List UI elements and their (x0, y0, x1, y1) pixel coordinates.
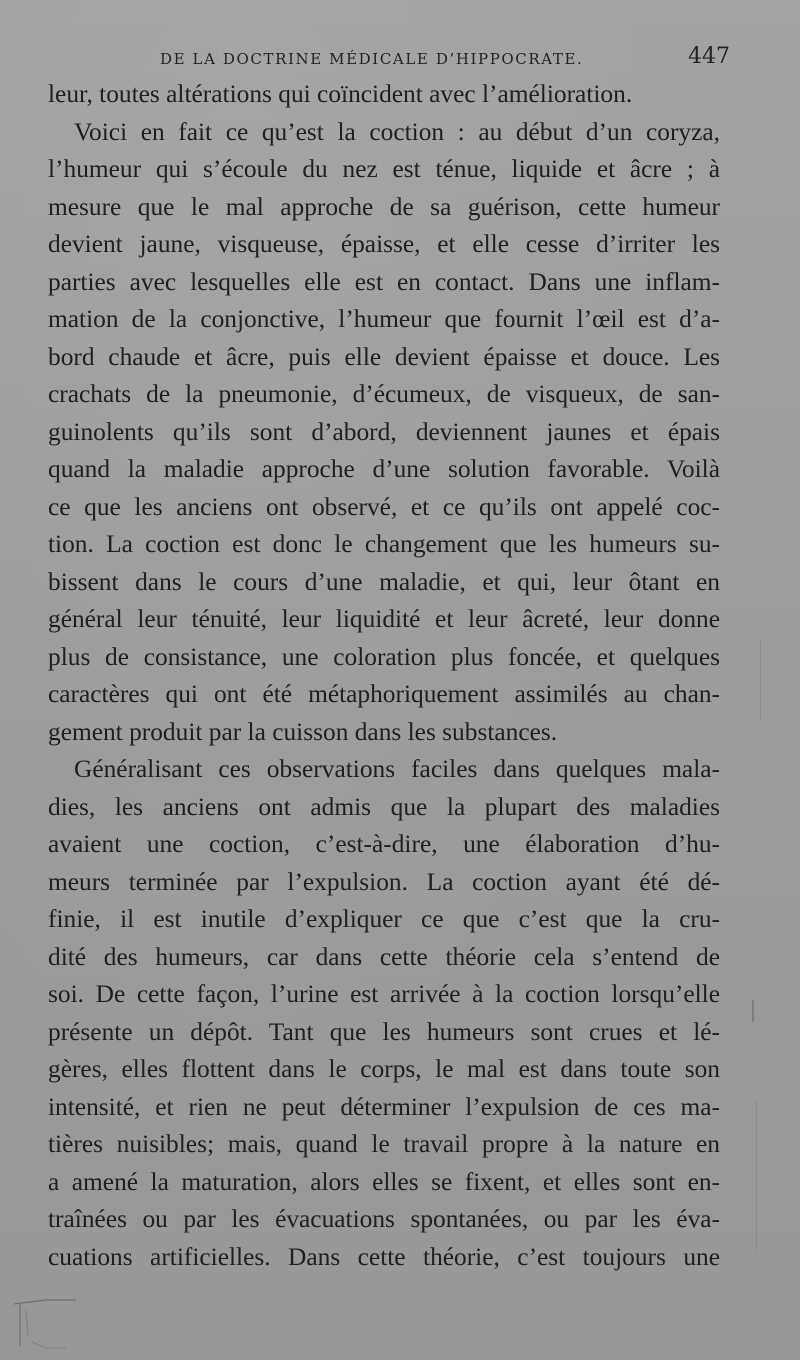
text-line: caractères qui ont été métaphoriquement assimilés au chan- (48, 680, 720, 708)
text-line: traînées ou par les évacuations spontanées, ou par les éva- (48, 1205, 720, 1233)
text-line: crachats de la pneumonie, d’écumeux, de visqueux, de san- (48, 380, 720, 408)
text-line: guinolents qu’ils sont d’abord, deviennent jaunes et épais (48, 417, 720, 446)
text-line: dité des humeurs, car dans cette théorie cela s’entend de (48, 942, 720, 971)
running-head (40, 44, 730, 74)
text-line: bord chaude et âcre, puis elle devient épaisse et douce. Les (48, 342, 720, 371)
margin-speck (752, 1000, 754, 1022)
text-line: intensité, et rien ne peut déterminer l’expulsion de ces ma- (48, 1092, 720, 1121)
text-line: Généralisant ces observations faciles dans quelques mala- (74, 755, 720, 783)
text-line: cuations artificielles. Dans cette théorie, c’est toujours une (48, 1242, 720, 1271)
text-line: mesure que le mal approche de sa guérison, cette humeur (48, 192, 720, 221)
body-text (48, 76, 720, 1276)
text-line: devient jaune, visqueuse, épaisse, et elle cesse d’irriter les (48, 230, 720, 258)
text-line: présente un dépôt. Tant que les humeurs sont crues et lé- (48, 1017, 720, 1046)
text-line: meurs terminée par l’expulsion. La coction ayant été dé- (48, 867, 720, 896)
text-line: l’humeur qui s’écoule du nez est ténue, liquide et âcre ; à (48, 155, 720, 183)
running-title: DE LA DOCTRINE MÉDICALE D’HIPPOCRATE. (160, 50, 584, 68)
text-line: soi. De cette façon, l’urine est arrivée à la coction lorsqu’elle (48, 980, 720, 1008)
text-line: leur, toutes altérations qui coïncident avec l’amélioration. (48, 80, 633, 108)
text-line: mation de la conjonctive, l’humeur que fournit l’œil est d’a- (48, 305, 720, 333)
margin-speck (756, 1100, 757, 1250)
text-line: dies, les anciens ont admis que la plupart des maladies (48, 792, 720, 821)
text-line: parties avec lesquelles elle est en contact. Dans une inflam- (48, 267, 720, 296)
text-line: tières nuisibles; mais, quand le travail propre à la nature en (48, 1130, 720, 1158)
text-line: tion. La coction est donc le changement que les humeurs su- (48, 530, 720, 558)
margin-speck (760, 640, 761, 720)
text-line: bissent dans le cours d’une maladie, et qui, leur ôtant en (48, 567, 720, 596)
text-line: a amené la maturation, alors elles se fixent, et elles sont en- (48, 1167, 720, 1196)
text-line: finie, il est inutile d’expliquer ce que c’est que la cru- (48, 905, 720, 933)
text-line: Voici en fait ce qu’est la coction : au début d’un coryza, (74, 117, 720, 146)
text-line: gères, elles flottent dans le corps, le mal est dans toute son (48, 1055, 720, 1083)
text-line: général leur ténuité, leur liquidité et leur âcreté, leur donne (48, 605, 720, 633)
text-line: gement produit par la cuisson dans les substances. (48, 717, 558, 746)
text-line: avaient une coction, c’est-à-dire, une élaboration d’hu- (48, 830, 720, 858)
text-line: ce que les anciens ont observé, et ce qu’ils ont appelé coc- (48, 492, 720, 521)
text-line: plus de consistance, une coloration plus foncée, et quelques (48, 642, 720, 671)
text-line: quand la maladie approche d’une solution favorable. Voilà (48, 455, 720, 483)
page-number: 447 (688, 44, 730, 69)
corner-scan-mark (6, 1296, 76, 1356)
